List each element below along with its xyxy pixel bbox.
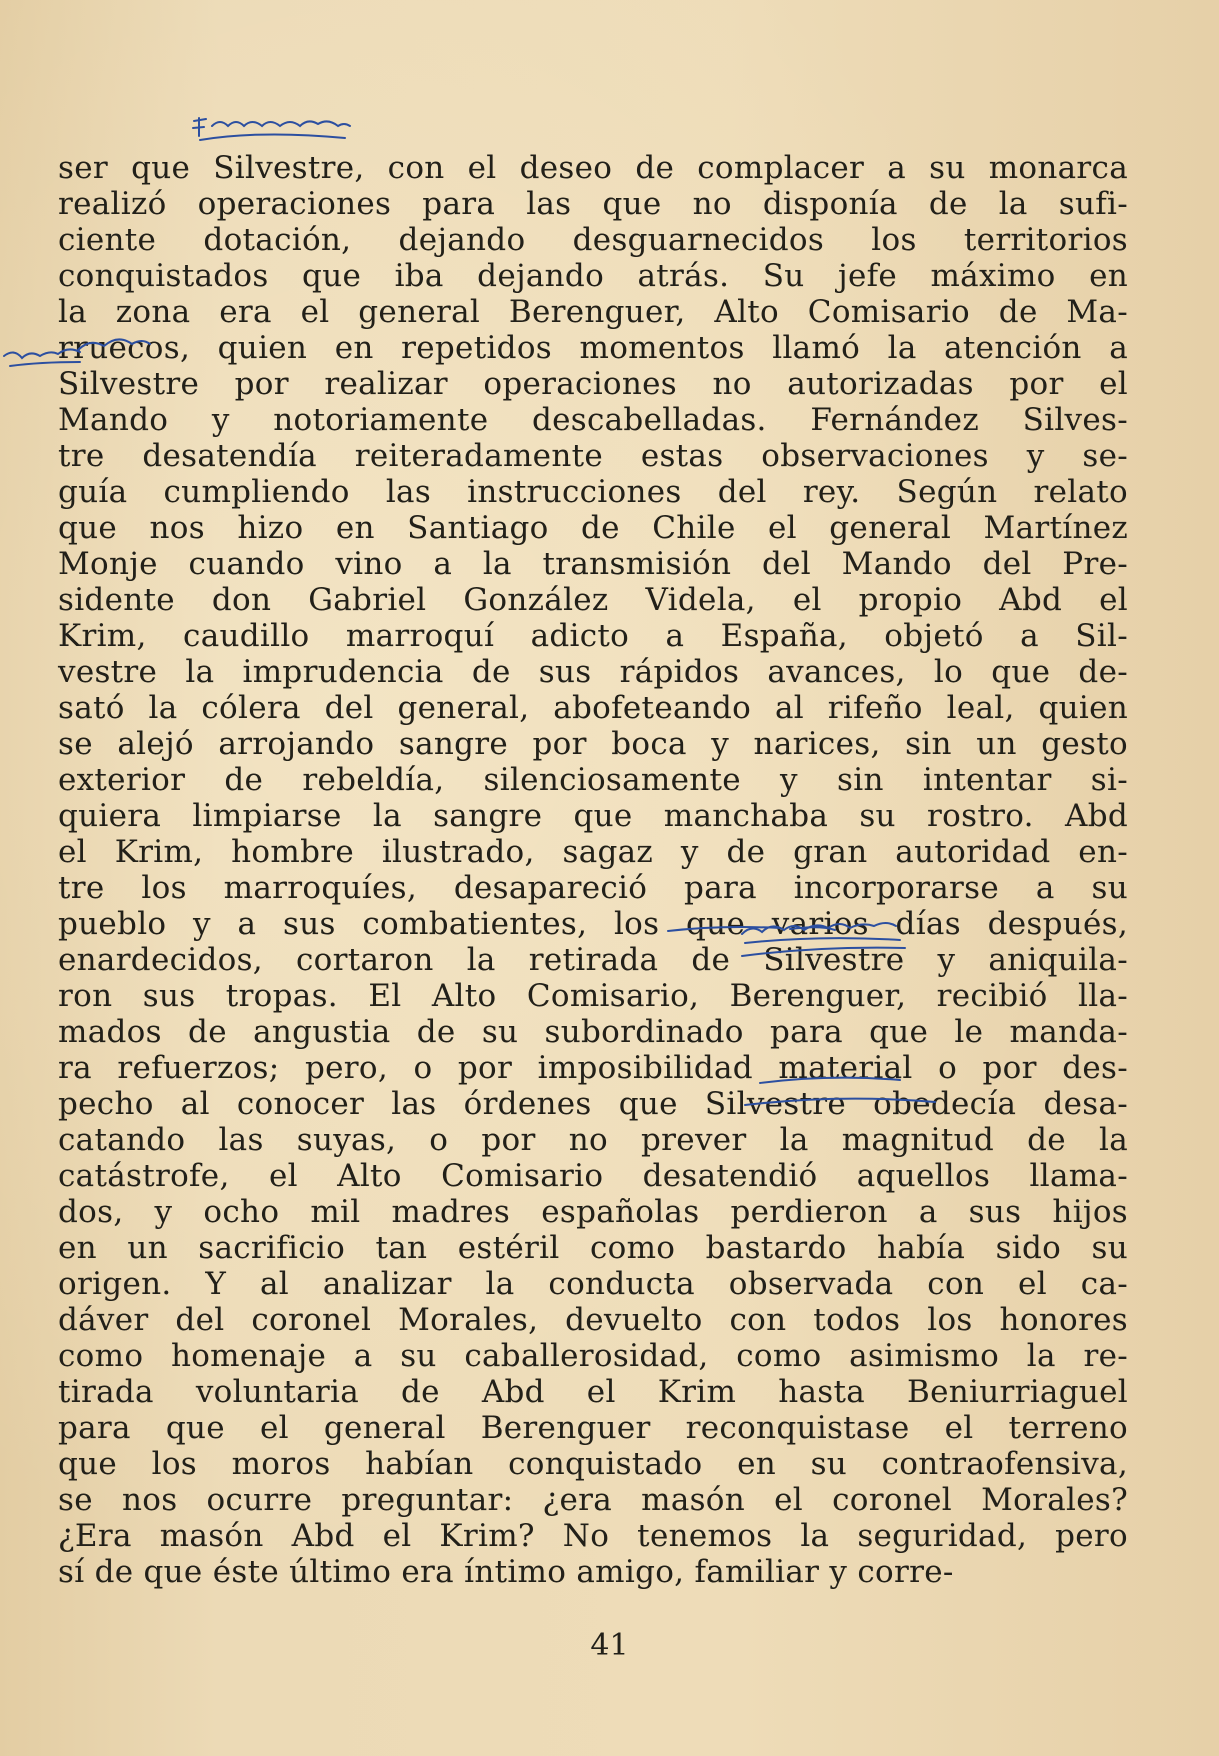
text-line: mados de angustia de su subordinado para que le manda- (58, 1014, 1128, 1050)
text-line: como homenaje a su caballerosidad, como asimismo la re- (58, 1338, 1128, 1374)
text-line: dáver del coronel Morales, devuelto con todos los honores (58, 1302, 1128, 1338)
text-line: guía cumpliendo las instrucciones del rey. Según relato (58, 474, 1128, 510)
text-line: tre desatendía reiteradamente estas observaciones y se- (58, 438, 1128, 474)
text-line: vestre la imprudencia de sus rápidos avances, lo que de- (58, 654, 1128, 690)
text-line: ¿Era masón Abd el Krim? No tenemos la seguridad, pero (58, 1518, 1128, 1554)
text-line: Monje cuando vino a la transmisión del Mando del Pre- (58, 546, 1128, 582)
text-line: catástrofe, el Alto Comisario desatendió aquellos llama- (58, 1158, 1128, 1194)
text-line: pueblo y a sus combatientes, los que varios días después, (58, 906, 1128, 942)
text-line: se alejó arrojando sangre por boca y narices, sin un gesto (58, 726, 1128, 762)
text-line: para que el general Berenguer reconquistase el terreno (58, 1410, 1128, 1446)
text-line: Silvestre por realizar operaciones no autorizadas por el (58, 366, 1128, 402)
text-line: el Krim, hombre ilustrado, sagaz y de gran autoridad en- (58, 834, 1128, 870)
text-line: ciente dotación, dejando desguarnecidos los territorios (58, 222, 1128, 258)
text-line: se nos ocurre preguntar: ¿era masón el coronel Morales? (58, 1482, 1128, 1518)
text-line: conquistados que iba dejando atrás. Su jefe máximo en (58, 258, 1128, 294)
text-line: enardecidos, cortaron la retirada de Silvestre y aniquila- (58, 942, 1128, 978)
text-line: la zona era el general Berenguer, Alto Comisario de Ma- (58, 294, 1128, 330)
text-line: que nos hizo en Santiago de Chile el general Martínez (58, 510, 1128, 546)
text-line: Mando y notoriamente descabelladas. Fernández Silves- (58, 402, 1128, 438)
text-line: ra refuerzos; pero, o por imposibilidad material o por des- (58, 1050, 1128, 1086)
text-line: sató la cólera del general, abofeteando al rifeño leal, quien (58, 690, 1128, 726)
text-line: tre los marroquíes, desapareció para incorporarse a su (58, 870, 1128, 906)
text-line: catando las suyas, o por no prever la magnitud de la (58, 1122, 1128, 1158)
text-line: exterior de rebeldía, silenciosamente y sin intentar si- (58, 762, 1128, 798)
text-line: rruecos, quien en repetidos momentos llamó la atención a (58, 330, 1128, 366)
text-line: Krim, caudillo marroquí adicto a España, objetó a Sil- (58, 618, 1128, 654)
text-line: sidente don Gabriel González Videla, el propio Abd el (58, 582, 1128, 618)
text-line: tirada voluntaria de Abd el Krim hasta Beniurriaguel (58, 1374, 1128, 1410)
text-line: sí de que éste último era íntimo amigo, familiar y corre- (58, 1554, 954, 1590)
text-line: dos, y ocho mil madres españolas perdieron a sus hijos (58, 1194, 1128, 1230)
text-line: ron sus tropas. El Alto Comisario, Berenguer, recibió lla- (58, 978, 1128, 1014)
text-line: ser que Silvestre, con el deseo de complacer a su monarca (58, 150, 1128, 186)
text-line: quiera limpiarse la sangre que manchaba su rostro. Abd (58, 798, 1128, 834)
text-line: que los moros habían conquistado en su contraofensiva, (58, 1446, 1128, 1482)
text-line: en un sacrificio tan estéril como bastardo había sido su (58, 1230, 1128, 1266)
page-number: 41 (590, 1628, 629, 1663)
text-line: realizó operaciones para las que no disponía de la sufi- (58, 186, 1128, 222)
text-line: origen. Y al analizar la conducta observada con el ca- (58, 1266, 1128, 1302)
text-line: pecho al conocer las órdenes que Silvestre obedecía desa- (58, 1086, 1128, 1122)
